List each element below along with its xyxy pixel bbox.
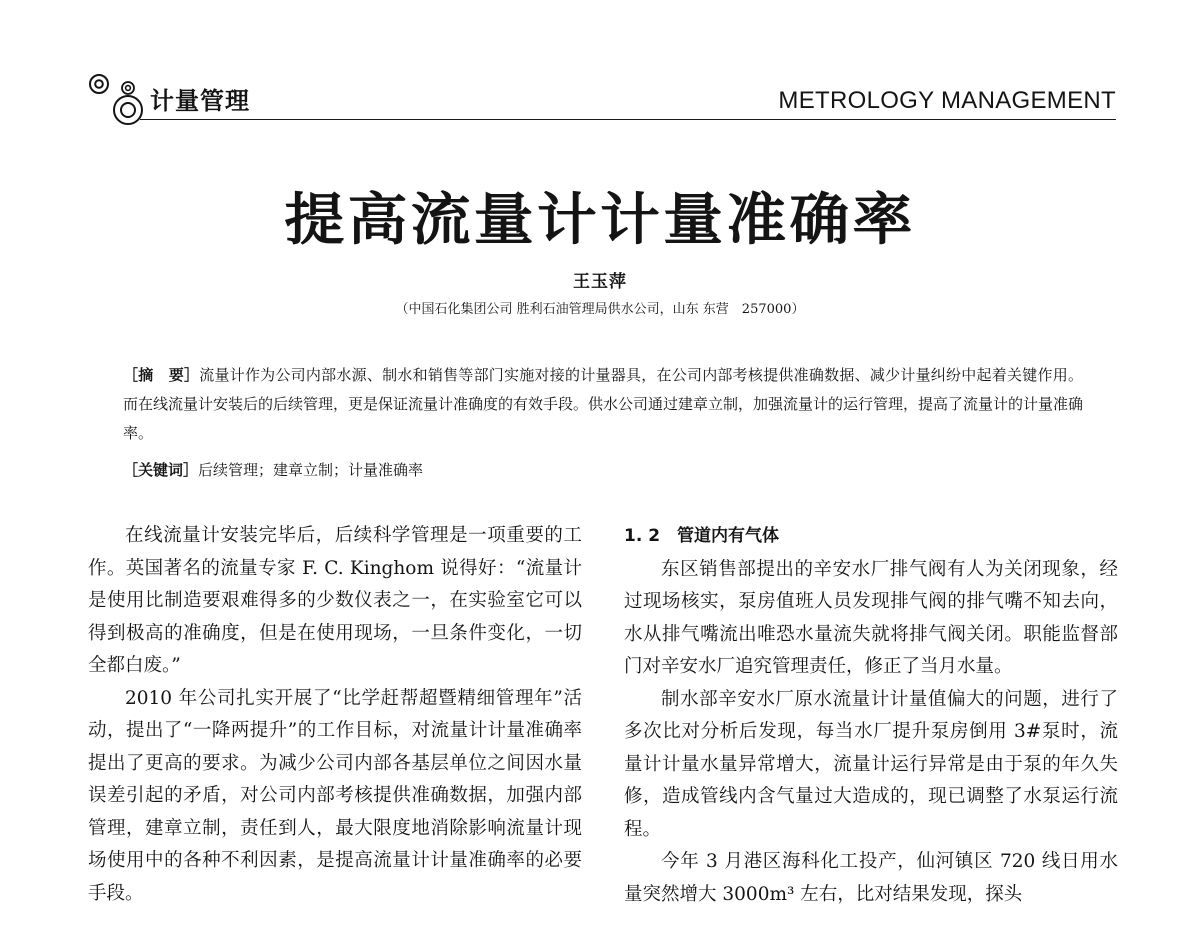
body-paragraph: 今年 3 月港区海科化工投产，仙河镇区 720 线日用水量突然增大 3000m³ 左右，比对结果发现，探头 — [624, 851, 1118, 905]
column-logo-icon — [86, 70, 156, 132]
abstract-label: ［摘 要］ — [123, 366, 200, 384]
section-heading: 1. 2 管道内有气体 — [624, 526, 780, 546]
article-title: 提高流量计计量准确率 — [284, 188, 916, 253]
body-paragraph: 在线流量计安装完毕后，后续科学管理是一项重要的工作。英国著名的流量专家 F. C. Kinghom 说得好：“流量计是使用比制造要艰难得多的少数仪表之一，在实验室它可以得到极高的准确度，但是在使用现场，一旦条件变化，一切全都白废。” — [88, 525, 582, 676]
abstract — [123, 361, 1083, 448]
keywords-label: ［关键词］ — [123, 461, 199, 479]
keywords-text: 后续管理；建章立制；计量准确率 — [198, 461, 424, 479]
body-paragraph: 东区销售部提出的辛安水厂排气阀有人为关闭现象，经过现场核实，泵房值班人员发现排气阀的排气嘴不知去向，水从排气嘴流出唯恐水量流失就将排气阀关闭。职能监督部门对辛安水厂追究管理责任，修正了当月水量。 — [624, 558, 1118, 677]
body-paragraph: 制水部辛安水厂原水流量计计量值偏大的问题，进行了多次比对分析后发现，每当水厂提升泵房倒用 3#泵时，流量计计量水量异常增大，流量计运行异常是由于泵的年久失修，造成管线内含气量过大造成的，现已调整了水泵运行流程。 — [624, 688, 1118, 840]
body-left-column — [88, 520, 582, 910]
abstract-text: 流量计作为公司内部水源、制水和销售等部门实施对接的计量器具，在公司内部考核提供准确数据、减少计量纠纷中起着关键作用。而在线流量计安装后的后续管理，更是保证流量计准确度的有效手段。供水公司通过建章立制，加强流量计的运行管理，提高了流量计的计量准确率。 — [123, 366, 1084, 442]
column-section-title-en: METROLOGY MANAGEMENT — [778, 87, 1116, 114]
body-paragraph: 2010 年公司扎实开展了“比学赶帮超暨精细管理年”活动，提出了“一降两提升”的工作目标，对流量计计量准确率提出了更高的要求。为减少公司内部各基层单位之间因水量误差引起的矛盾，对公司内部考核提供准确数据，加强内部管理，建章立制，责任到人，最大限度地消除影响流量计现场使用中的各种不利因素，是提高流量计计量准确率的必要手段。 — [88, 687, 582, 904]
header-divider — [140, 119, 1116, 120]
keywords — [123, 456, 1083, 484]
column-section-title: 计量管理 — [150, 87, 250, 115]
author-name: 王玉萍 — [573, 272, 627, 292]
author-affiliation: （中国石化集团公司 胜利石油管理局供水公司，山东 东营 257000） — [395, 302, 805, 317]
body-right-column — [624, 520, 1118, 911]
